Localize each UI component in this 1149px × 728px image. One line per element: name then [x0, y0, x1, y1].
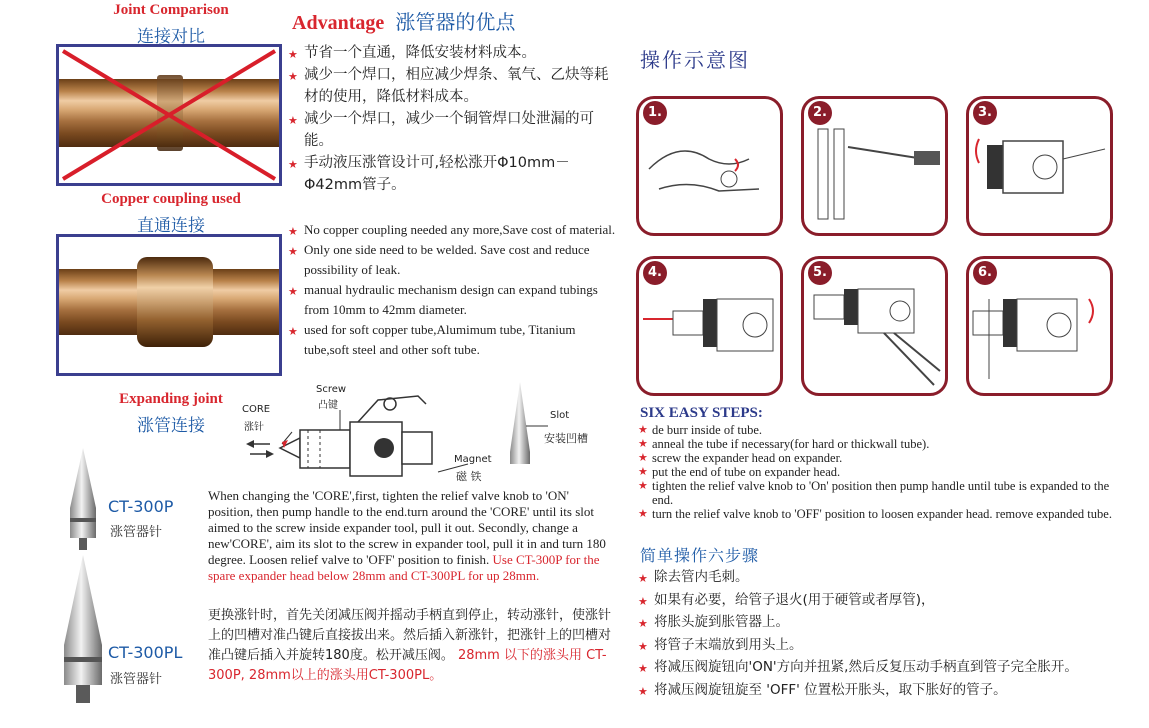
step-number: 6. — [973, 261, 997, 285]
list-item: ★ anneal the tube if necessary(for hard or thickwall tube). — [638, 437, 1118, 451]
list-item: ★ 将管子末端放到用头上。 — [638, 634, 1138, 657]
list-item: ★ used for soft copper tube,Alumimum tube, Titanium tube,soft steel and other soft tube. — [288, 320, 618, 360]
joint-comparison-title-zh: 连接对比 — [137, 27, 205, 47]
advantage-title: Advantage — [292, 12, 385, 34]
advantage-title-zh: 涨管器的优点 — [395, 10, 516, 34]
coupling-caption: Copper coupling used — [101, 191, 241, 207]
operation-title: 操作示意图 — [640, 48, 750, 72]
cross-mark-icon — [59, 47, 279, 183]
core-ct300p-image — [66, 448, 100, 552]
ct300p-label: 涨管器针 — [110, 525, 163, 540]
list-item: ★ Only one side need to be welded. Save cost and reduce possibility of leak. — [288, 240, 618, 280]
instructions-text-zh: 更换涨针时，首先关闭减压阀并摇动手柄直到停止，转动涨针，使涨针上的凹槽对准凸键后直接拔出来。然后插入新涨针，把涨针上的凹槽对准凸键后插入并旋转180度。松开减压阀。 — [208, 608, 612, 663]
step-number: 2. — [808, 101, 832, 125]
step-3-panel — [966, 96, 1113, 236]
zh-steps-title: 简单操作六步骤 — [640, 546, 760, 565]
list-item: ★ 减少一个焊口，相应减少焊条、氧气、乙炔等耗材的使用，降低材料成本。 — [288, 64, 618, 108]
step-number: 5. — [808, 261, 832, 285]
list-item: ★ 手动液压涨管设计可,轻松涨开Φ10mm－Φ42mm管子。 — [288, 152, 618, 196]
ct300pl-model: CT-300PL — [108, 643, 183, 662]
list-item: ★ turn the relief valve knob to 'OFF' position to loosen expander head. remove expanded tube. — [638, 507, 1118, 521]
zh-steps-list — [638, 566, 1138, 701]
instructions-highlight: Use CT-300P for the spare expander head below 28mm and CT-300PL for up 28mm. — [208, 552, 600, 583]
step-number: 3. — [973, 101, 997, 125]
list-item: ★ tighten the relief valve knob to 'On' position then pump handle until tube is expanded to the end. — [638, 479, 1118, 507]
copper-coupling-image — [56, 234, 282, 376]
list-item: ★ de burr inside of tube. — [638, 423, 1118, 437]
list-item: ★ 将减压阀旋钮向'ON'方向并扭紧,然后反复压动手柄直到管子完全胀开。 — [638, 656, 1138, 679]
instructions-highlight-zh: 28mm 以下的涨头用 CT-300P, 28mm以上的涨头用CT-300PL。 — [208, 648, 607, 683]
advantage-list-zh — [288, 42, 618, 196]
ct300p-model: CT-300P — [108, 497, 174, 516]
joint-comparison-image — [56, 44, 282, 186]
expanding-caption-zh: 涨管连接 — [137, 416, 205, 436]
step-4-panel — [636, 256, 783, 396]
list-item: ★ 除去管内毛刺。 — [638, 566, 1138, 589]
magnet-label-zh: 磁 铁 — [456, 470, 482, 483]
six-steps-title: SIX EASY STEPS: — [640, 405, 763, 421]
screw-label-zh: 凸键 — [318, 400, 338, 411]
slot-label: Slot — [550, 410, 570, 421]
advantage-heading — [292, 6, 515, 35]
instructions-text: When changing the 'CORE',first, tighten the relief valve knob to 'ON' position, then pump handle to the end.turn around the 'CORE' until its slot aimed to the screw inside expander tool, pull it out. Secondly, change a new'CORE', aim its slot to the screw in expander tool, pull it in and turn 180 degree. Loosen relief valve to 'OFF' position to finish. — [208, 488, 606, 567]
magnet-label: Magnet — [454, 454, 492, 465]
step-number: 1. — [643, 101, 667, 125]
list-item: ★ 减少一个焊口，减少一个铜管焊口处泄漏的可能。 — [288, 108, 618, 152]
six-steps-list — [638, 423, 1118, 521]
list-item: ★ put the end of tube on expander head. — [638, 465, 1118, 479]
expanding-caption: Expanding joint — [119, 391, 223, 407]
list-item: ★ 如果有必要，给管子退火(用于硬管或者厚管)， — [638, 589, 1138, 612]
core-ct300pl-image — [60, 555, 106, 705]
core-label: CORE — [242, 404, 271, 415]
step-6-panel — [966, 256, 1113, 396]
step-2-panel — [801, 96, 948, 236]
step-1-panel — [636, 96, 783, 236]
list-item: ★ manual hydraulic mechanism design can expand tubings from 10mm to 42mm diameter. — [288, 280, 618, 320]
advantage-list-en — [288, 220, 618, 360]
core-change-instructions-zh — [208, 606, 613, 686]
core-label-zh: 涨针 — [244, 422, 264, 433]
slot-label-zh: 安装凹槽 — [544, 432, 588, 445]
list-item: ★ screw the expander head on expander. — [638, 451, 1118, 465]
list-item: ★ 节省一个直通，降低安装材料成本。 — [288, 42, 618, 64]
list-item: ★ 将胀头旋到胀管器上。 — [638, 611, 1138, 634]
coupling-caption-zh: 直通连接 — [137, 216, 205, 236]
core-change-diagram — [208, 382, 608, 482]
step-5-panel — [801, 256, 948, 396]
core-change-instructions-en — [208, 488, 613, 584]
step-number: 4. — [643, 261, 667, 285]
list-item: ★ No copper coupling needed any more,Save cost of material. — [288, 220, 618, 240]
joint-comparison-title: Joint Comparison — [113, 2, 229, 18]
ct300pl-label: 涨管器针 — [110, 672, 163, 687]
list-item: ★ 将减压阀旋钮旋至 'OFF' 位置松开胀头，取下胀好的管子。 — [638, 679, 1138, 702]
screw-label: Screw — [316, 384, 347, 395]
